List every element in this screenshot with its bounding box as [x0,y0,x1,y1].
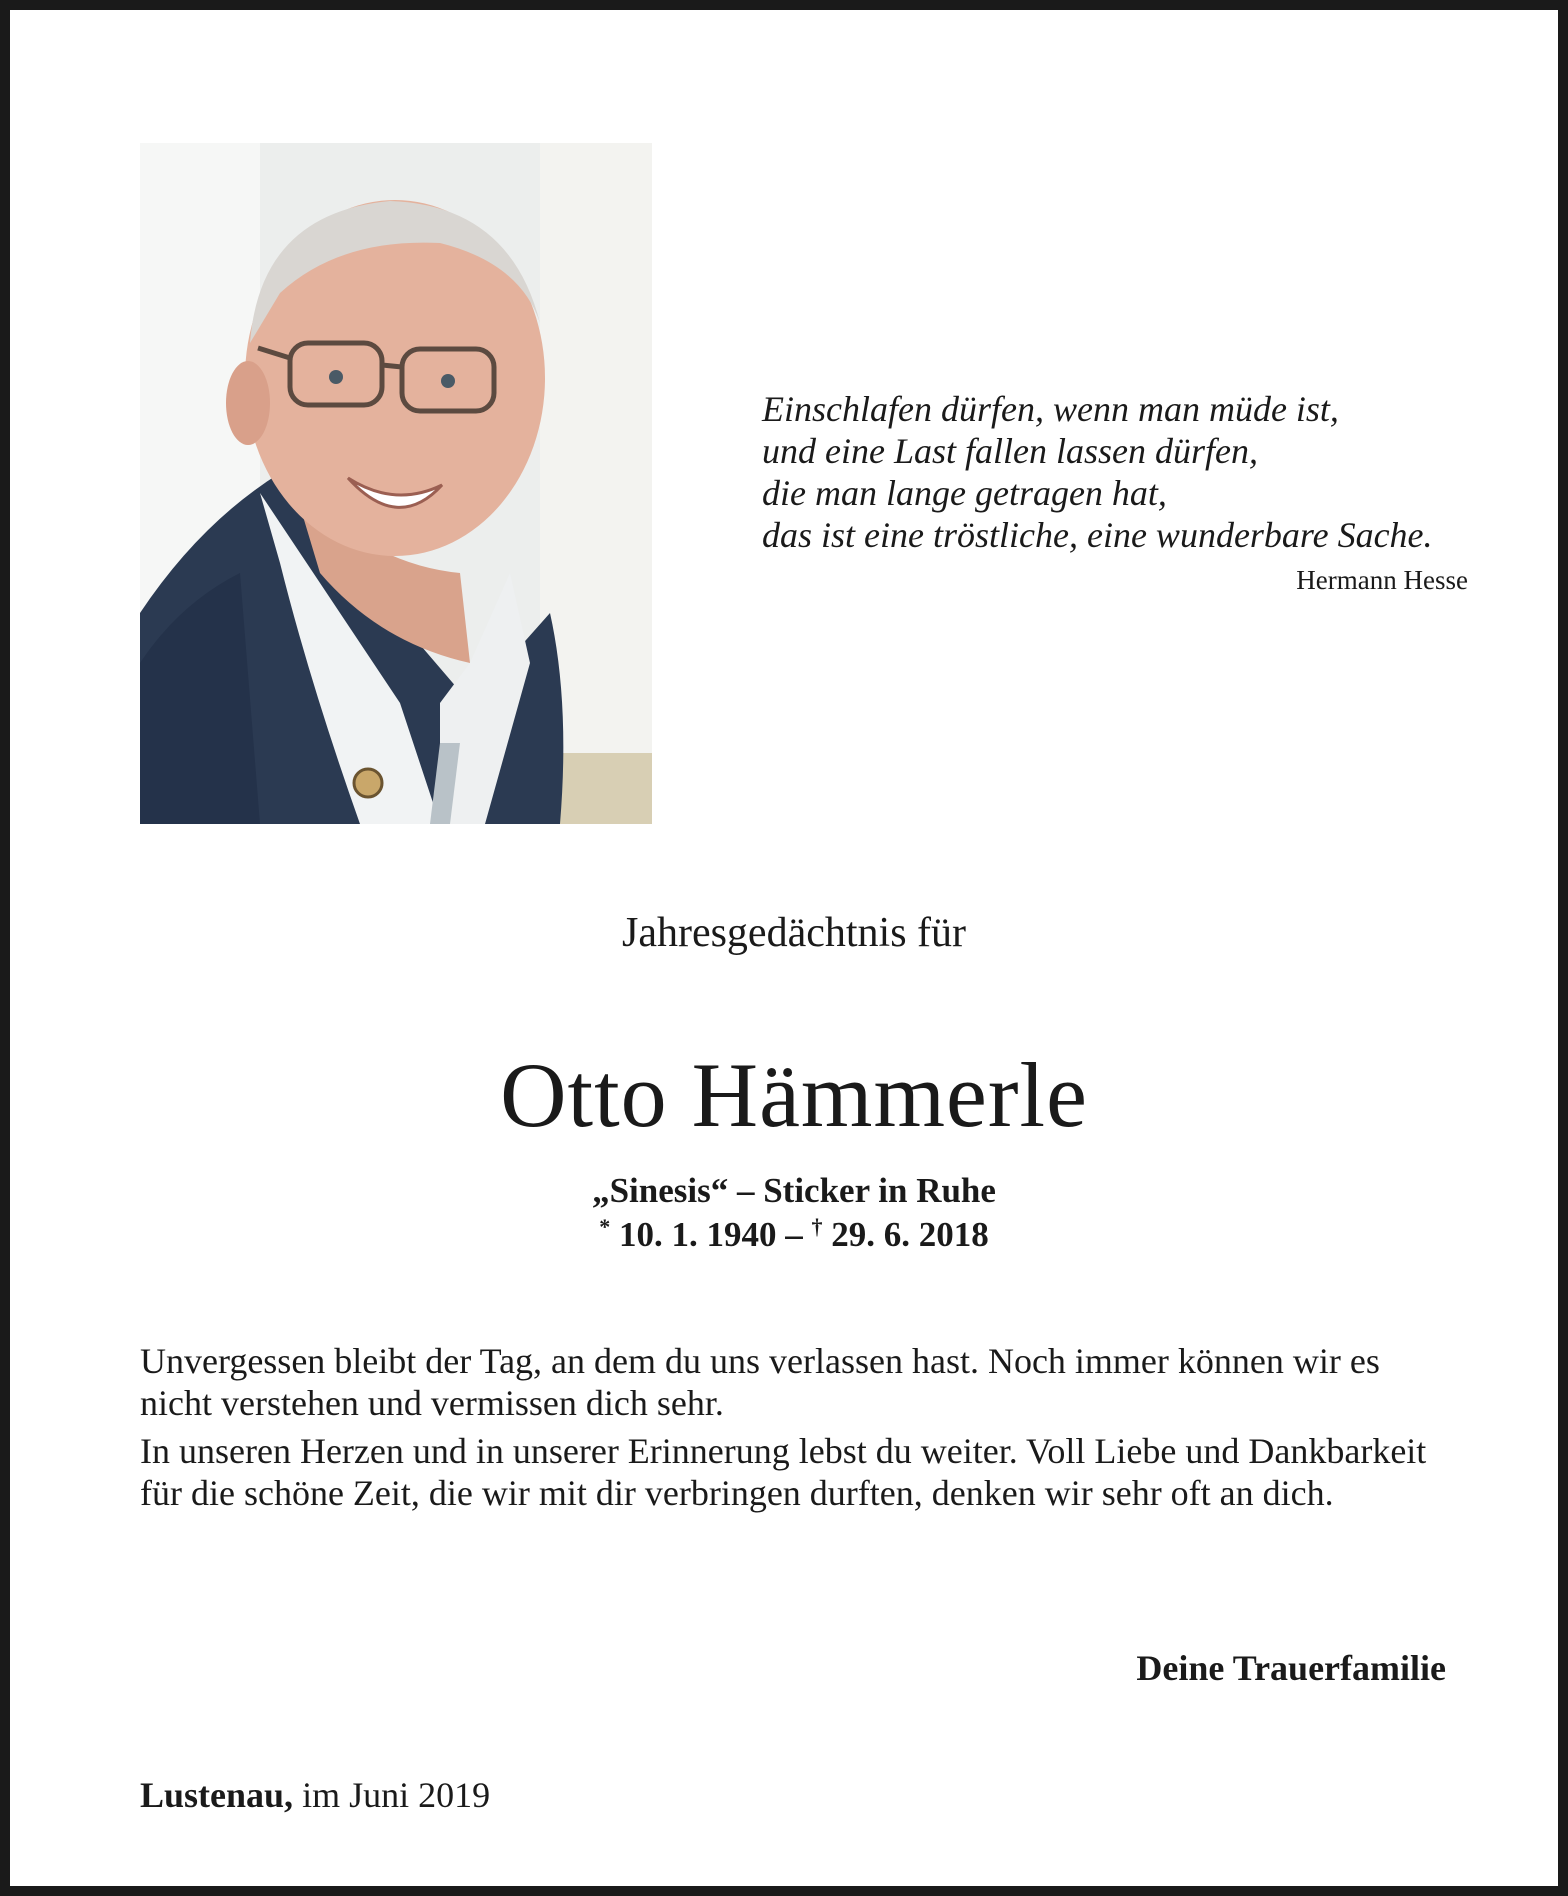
quote-line: und eine Last fallen lassen dürfen, [762,431,1258,471]
quote-line: das ist eine tröstliche, eine wunderbare Sache. [762,515,1433,555]
deceased-name: Otto Hämmerle [500,1044,1088,1146]
quote-block [762,388,1470,600]
birth-date: 10. 1. 1940 [619,1215,777,1254]
birth-symbol: * [599,1214,611,1239]
memorial-intro: Jahresgedächtnis für [621,910,967,956]
life-dates [20,1214,1568,1256]
quote-line: Einschlafen dürfen, wenn man müde ist, [762,389,1339,429]
memorial-text [140,1340,1448,1520]
deceased-subtitle: „Sinesis“ – Sticker in Ruhe [592,1171,996,1210]
memorial-paragraph: Unvergessen bleibt der Tag, an dem du uns verlassen hast. Noch immer können wir es nicht verstehen und vermissen dich sehr. [140,1341,1380,1423]
date: im Juni 2019 [293,1775,491,1815]
quote-author: Hermann Hesse [1296,565,1468,595]
portrait-photo [140,143,652,824]
dates-separator: – [776,1215,812,1254]
signoff: Deine Trauerfamilie [1136,1648,1446,1688]
place: Lustenau, [140,1775,294,1815]
place-date [140,1773,490,1817]
death-symbol: † [811,1214,823,1239]
memorial-paragraph: In unseren Herzen und in unserer Erinnerung lebst du weiter. Voll Liebe und Dankbarkeit für die schöne Zeit, die wir mit dir verbringen durften, denken wir sehr oft an dich. [140,1431,1427,1513]
death-date: 29. 6. 2018 [831,1215,989,1254]
quote-line: die man lange getragen hat, [762,473,1167,513]
